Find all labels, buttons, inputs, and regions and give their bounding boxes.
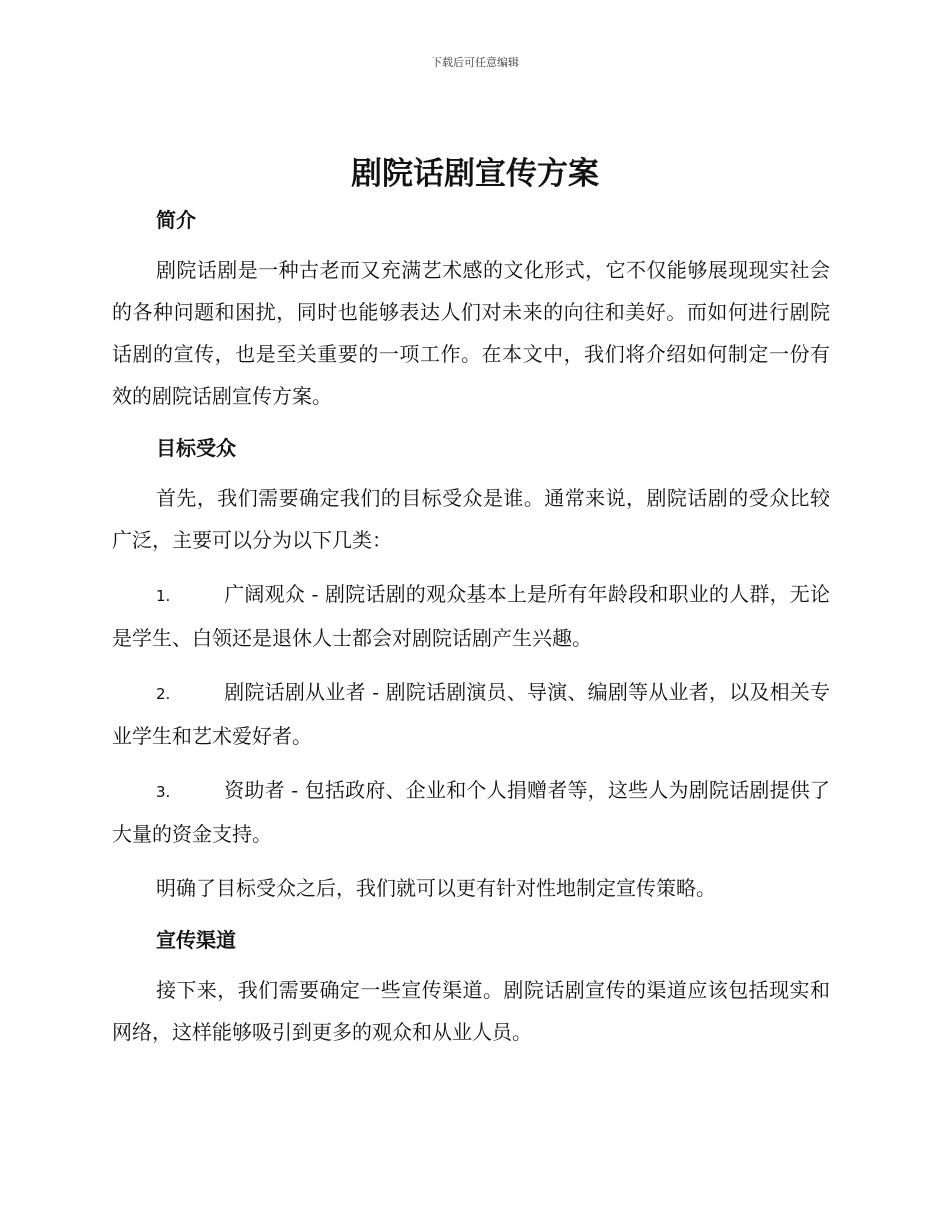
- list-item: [112, 573, 830, 659]
- list-item-number: 3.: [156, 783, 171, 801]
- section-heading-channels: 宣传渠道: [156, 928, 236, 952]
- channels-paragraph: 接下来，我们需要确定一些宣传渠道。剧院话剧宣传的渠道应该包括现实和网络，这样能够吸引到更多的观众和从业人员。: [112, 978, 830, 1044]
- document-body: [112, 203, 830, 1053]
- audience-outro-paragraph: 明确了目标受众之后，我们就可以更有针对性地制定宣传策略。: [156, 876, 716, 900]
- section-heading-intro: 简介: [156, 208, 196, 232]
- list-item-number: 2.: [156, 685, 171, 703]
- list-item-text: 广阔观众 - 剧院话剧的观众基本上是所有年龄段和职业的人群，无论是学生、白领还是退休人士都会对剧院话剧产生兴趣。: [112, 582, 830, 650]
- list-item-number: 1.: [156, 587, 171, 605]
- section-heading-audience: 目标受众: [156, 436, 236, 460]
- list-item: [112, 671, 830, 757]
- document-title: 剧院话剧宣传方案: [351, 156, 599, 192]
- list-item: [112, 769, 830, 855]
- page-header-note: 下载后可任意编辑: [431, 56, 519, 69]
- intro-paragraph: 剧院话剧是一种古老而又充满艺术感的文化形式，它不仅能够展现现实社会的各种问题和困扰，同时也能够表达人们对未来的向往和美好。而如何进行剧院话剧的宣传，也是至关重要的一项工作。在本文中，我们将介绍如何制定一份有效的剧院话剧宣传方案。: [112, 258, 830, 408]
- audience-intro-paragraph: 首先，我们需要确定我们的目标受众是谁。通常来说，剧院话剧的受众比较广泛，主要可以分为以下几类：: [112, 486, 830, 552]
- list-item-text: 资助者 - 包括政府、企业和个人捐赠者等，这些人为剧院话剧提供了大量的资金支持。: [112, 778, 830, 846]
- list-item-text: 剧院话剧从业者 - 剧院话剧演员、导演、编剧等从业者，以及相关专业学生和艺术爱好者。: [112, 680, 830, 748]
